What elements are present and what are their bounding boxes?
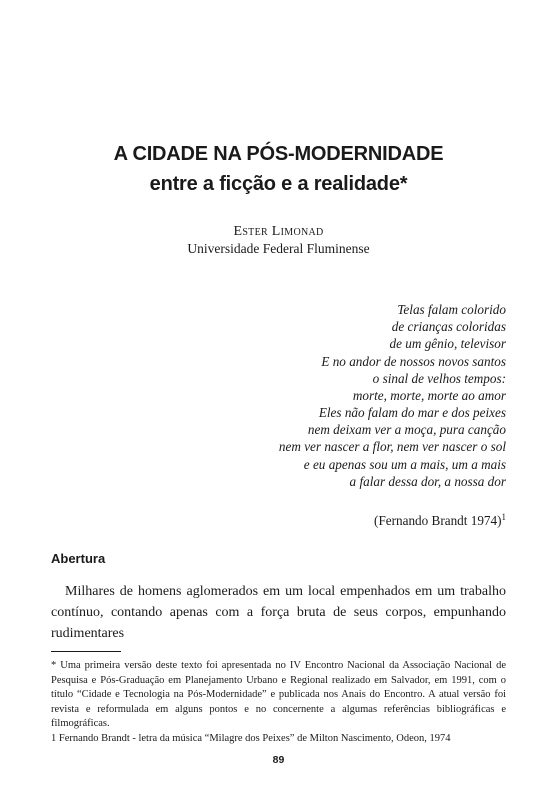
footnote-1: 1 Fernando Brandt - letra da música “Milagre dos Peixes” de Milton Nascimento, Odeon, 1974 — [51, 732, 451, 744]
author-affiliation: Universidade Federal Fluminense — [187, 241, 370, 256]
page-number: 89 — [272, 754, 285, 766]
epigraph-line: de um gênio, televisor — [389, 336, 506, 352]
body-paragraph: Milhares de homens aglomerados em um local empenhados em um trabalho contínuo, contando apenas com a força bruta de seus corpos, empunhando rudimentares — [51, 584, 506, 641]
epigraph-line: Eles não falam do mar e dos peixes — [318, 405, 506, 420]
footnote-star: * Uma primeira versão deste texto foi apresentada no IV Encontro Nacional da Associação Nacional de Pesquisa e Pós-Graduação em Planejamento Urbano e Regional realizado em Salvador, em 1991, com o título “Cidade e Tecnologia na Pós-Modernidade” e publicada nos Anais do Encontro. A atual versão foi revista e reformulada em alguns pontos e no concernente a algumas referências bibliográficas e filmográficas. — [51, 660, 506, 729]
epigraph-stanza-2 — [279, 404, 506, 490]
footnote-marker-1[interactable]: 1 — [501, 512, 506, 522]
footnotes — [51, 659, 506, 746]
section-heading: Abertura — [51, 551, 106, 566]
author-name: Ester Limonad — [233, 224, 324, 239]
article-title-line-1: A CIDADE NA PÓS-MODERNIDADE — [113, 143, 444, 165]
epigraph-line: E no andor de nossos novos santos — [321, 353, 506, 369]
citation-text: (Fernando Brandt 1974) — [374, 513, 502, 528]
footnote-divider — [51, 651, 121, 652]
epigraph-line: morte, morte, morte ao amor — [352, 388, 506, 404]
epigraph-line: a falar dessa dor, a nossa dor — [349, 473, 506, 489]
article-title-line-2: entre a ficção e a realidade* — [149, 173, 408, 195]
epigraph-line: nem deixam ver a moça, pura canção — [307, 422, 506, 438]
epigraph-line: Telas falam colorido — [397, 302, 506, 317]
epigraph-line: de crianças coloridas — [391, 319, 506, 335]
epigraph-line: nem ver nascer a flor, nem ver nascer o sol — [278, 439, 506, 455]
epigraph-line: e eu apenas sou um a mais, um a mais — [303, 456, 506, 472]
epigraph-citation — [374, 512, 506, 529]
epigraph-stanza-1 — [321, 301, 506, 404]
epigraph-line: o sinal de velhos tempos: — [372, 370, 506, 386]
